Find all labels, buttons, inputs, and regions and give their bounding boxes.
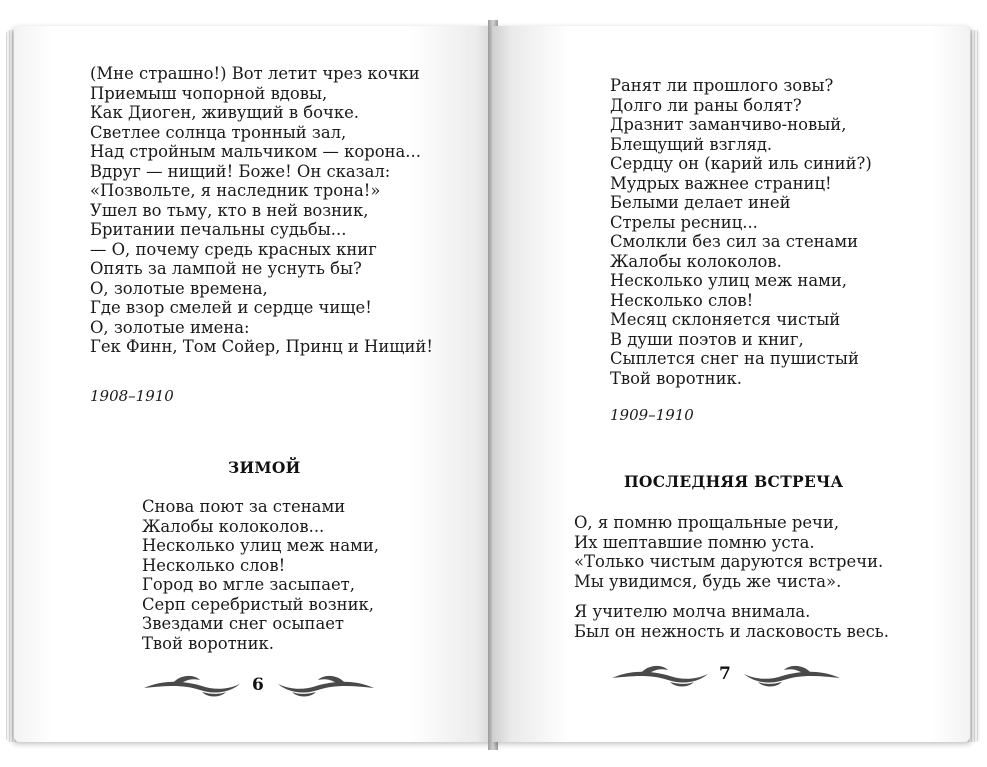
left-ornament-right-icon — [276, 672, 376, 700]
poem-line: Приемыш чопорной вдовы, — [90, 83, 328, 103]
poem-line: Твой воротник. — [142, 633, 274, 653]
poem-line: Мы увидимся, будь же чиста». — [574, 571, 842, 591]
poem-line: Блещущий взгляд. — [610, 134, 773, 154]
poem-line: О, золотые времена, — [90, 278, 268, 298]
poem-line: Звездами снег осыпает — [142, 614, 344, 633]
poem-line: — О, почему средь красных книг — [90, 239, 377, 259]
poem-line: Над стройным мальчиком — корона... — [90, 142, 421, 161]
right-ornament-left-icon — [610, 662, 710, 690]
poem-line: Снова поют за стенами — [142, 497, 346, 516]
poem-line: Был он нежность и ласковость весь. — [574, 621, 889, 641]
poem-line: Твой воротник. — [610, 368, 742, 388]
poem-line: «Позвольте, я наследник трона!» — [90, 181, 381, 200]
poem-line: Белыми делает иней — [610, 193, 791, 212]
left-ornament-left-icon — [142, 672, 242, 700]
page-number-right: 7 — [719, 664, 731, 684]
poem-line: Гек Финн, Том Сойер, Принц и Нищий! — [90, 337, 433, 356]
poem-line: Сердцу он (карий иль синий?) — [610, 154, 872, 173]
poem-line: Британии печальны судьбы... — [90, 220, 347, 239]
poem-line: Несколько слов! — [142, 555, 286, 575]
poem-line: Серп серебристый возник, — [142, 594, 374, 614]
right-page — [492, 26, 970, 742]
poem-line: Ушел во тьму, кто в ней возник, — [90, 200, 369, 220]
right-poem-date: 1909–1910 — [610, 406, 694, 424]
right-poem-ending — [610, 76, 872, 388]
poem-line: Где взор смелей и сердце чище! — [90, 298, 372, 317]
poem-line: Я учителю молча внимала. — [574, 602, 811, 621]
poem-line: Несколько улиц меж нами, — [142, 536, 379, 555]
poem-line: Ранят ли прошлого зовы? — [610, 76, 834, 95]
poem-zimoi-body — [142, 497, 379, 653]
poem-line: «Только чистым даруются встречи. — [574, 552, 884, 571]
poem-line: О, я помню прощальные речи, — [574, 513, 840, 532]
poem-line: Их шептавшие помню уста. — [574, 532, 815, 552]
poem-line: Жалобы колоколов. — [610, 251, 782, 271]
poem-line: Сыплется снег на пушистый — [610, 349, 859, 368]
poem-line: Опять за лампой не уснуть бы? — [90, 259, 362, 278]
poem-line: Стрелы ресниц... — [610, 212, 758, 232]
poem-line: Месяц склоняется чистый — [610, 310, 841, 329]
poem-line: Долго ли раны болят? — [610, 95, 802, 115]
left-poem-ending — [90, 64, 433, 357]
poem-line: О, золотые имена: — [90, 317, 250, 337]
poem-title-zimoi: ЗИМОЙ — [228, 458, 301, 477]
poem-line: Несколько слов! — [610, 290, 754, 310]
poem-title-poslednyaya-vstrecha: ПОСЛЕДНЯЯ ВСТРЕЧА — [624, 472, 844, 491]
left-page — [14, 26, 496, 742]
right-ornament-right-icon — [742, 662, 842, 690]
poem-line: Вдруг — нищий! Боже! Он сказал: — [90, 161, 391, 181]
poem-line: Мудрых важнее страниц! — [610, 173, 832, 193]
poem-line: Жалобы колоколов... — [142, 516, 325, 536]
poem-line: Как Диоген, живущий в бочке. — [90, 103, 359, 122]
left-poem-date: 1908–1910 — [90, 387, 174, 405]
poem-line: Город во мгле засыпает, — [142, 575, 355, 594]
page-number-left: 6 — [252, 675, 264, 695]
poem-line: В души поэтов и книг, — [610, 329, 804, 349]
poem-line: Светлее солнца тронный зал, — [90, 122, 347, 142]
poem-line: Смолкли без сил за стенами — [610, 232, 859, 251]
poem-line: Дразнит заманчиво-новый, — [610, 115, 847, 134]
poem-line: (Мне страшно!) Вот летит чрез кочки — [90, 64, 420, 83]
poem-stanza-2 — [574, 602, 889, 641]
poem-line: Несколько улиц меж нами, — [610, 271, 847, 290]
poem-stanza-1 — [574, 513, 883, 591]
